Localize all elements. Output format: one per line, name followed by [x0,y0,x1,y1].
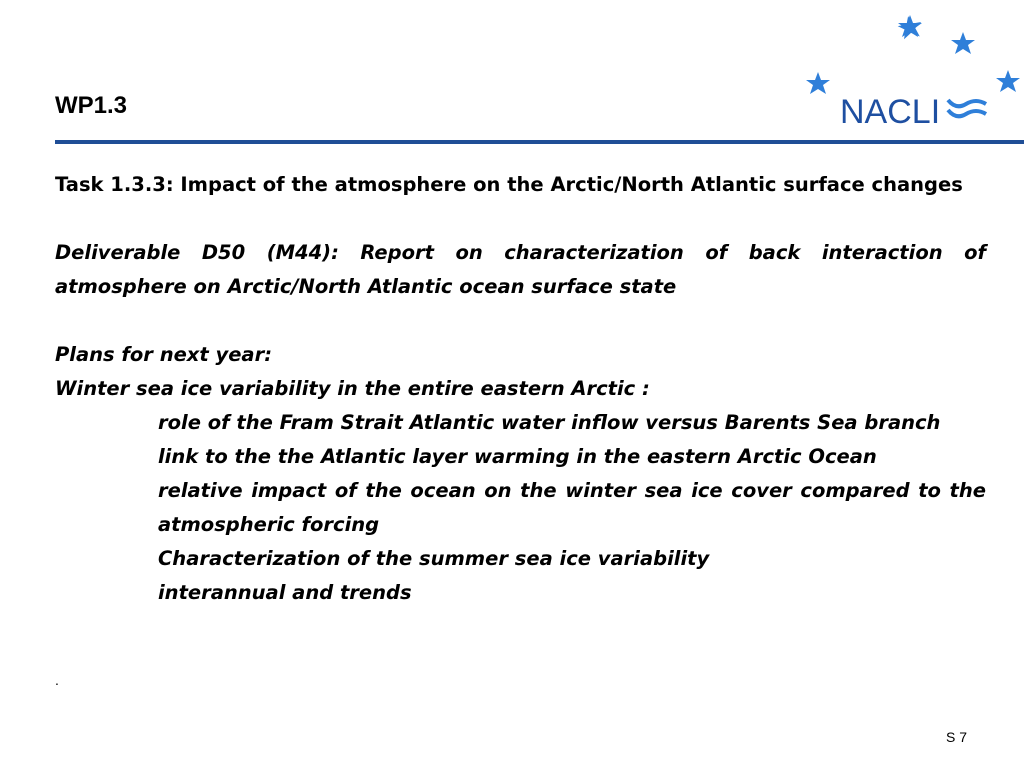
logo-text: NACLI [840,93,941,130]
star-icon [806,72,830,94]
star-icon [951,32,975,54]
task-line: Task 1.3.3: Impact of the atmosphere on the Arctic/North Atlantic surface changes [55,173,963,196]
deliverable-line: Deliverable D50 (M44): Report on characterization of back interaction of atmosphere on Arctic/North Atlantic ocean surface state [55,241,986,298]
spacer [55,304,986,338]
list-item: link to the the Atlantic layer warming in the eastern Arctic Ocean [158,445,877,468]
list-item: relative impact of the ocean on the winter sea ice cover compared to the atmospheric forcing [158,479,986,536]
footer-mark: . [55,672,59,688]
title-divider [55,140,1024,144]
list-item: role of the Fram Strait Atlantic water inflow versus Barents Sea branch [158,411,941,434]
slide-number: S 7 [946,729,968,745]
plans-heading: Plans for next year: [55,343,273,366]
list-item: Characterization of the summer sea ice variability [158,547,710,570]
slide-body [55,168,986,610]
nacli-logo [800,10,1024,130]
slide-title: WP1.3 [55,92,128,119]
star-icon [996,70,1020,92]
winter-heading: Winter sea ice variability in the entire eastern Arctic : [55,377,650,400]
wave-icon [948,100,986,116]
list-item: interannual and trends [158,581,412,604]
spacer [55,202,986,236]
